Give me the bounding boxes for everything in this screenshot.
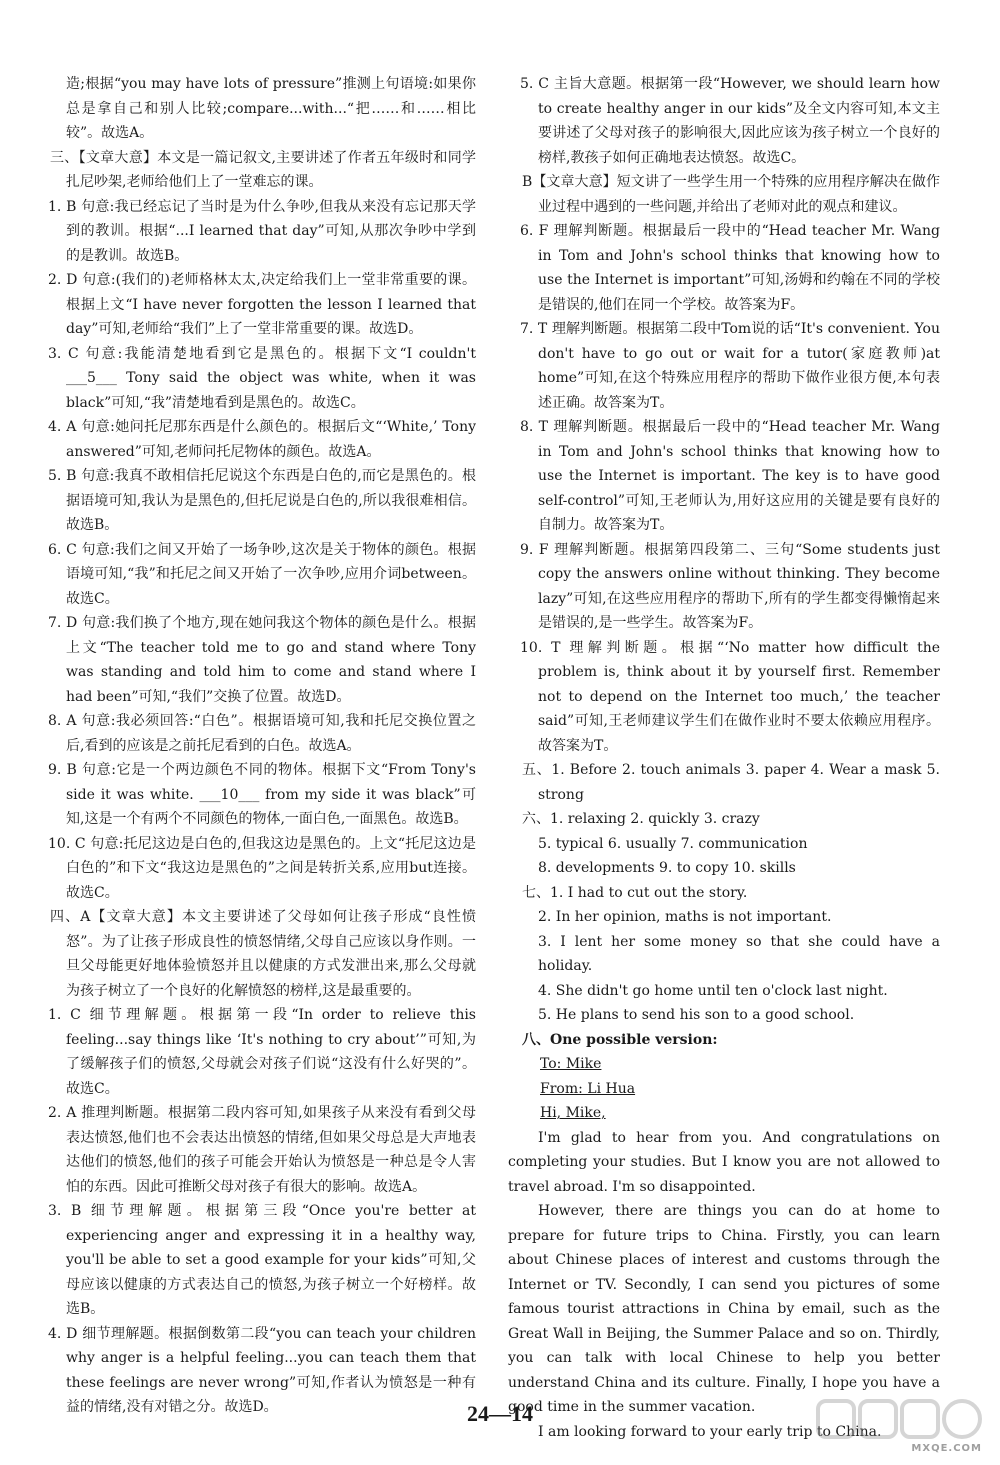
left-paragraph: 三、【文章大意】本文是一篇记叙文,主要讲述了作者五年级时和同学扎尼吵架,老师给他们上了一堂难忘的课。 [50, 149, 476, 190]
left-paragraph: 4. D 细节理解题。根据倒数第二段“you can teach your children why anger is a helpful feeling...you can teach them that these feelings are never wrong”可知,作者认为愤怒是一种有益的情绪,没有对错之分。故选D。 [48, 1325, 476, 1415]
left-paragraph: 1. B 句意:我已经忘记了当时是为什么争吵,但我从来没有忘记那天学到的教训。根据“...I learned that day”可知,从那次争吵中学到的是教训。故选B。 [48, 198, 476, 264]
right-paragraph: 6. F 理解判断题。根据最后一段中的“Head teacher Mr. Wang in Tom and John's school thinks that knowing how to use the Internet is important”可知,汤姆和约翰在不同的学校是错误的,他们在同一个学校。故答案为F。 [520, 223, 940, 313]
left-paragraph: 3. B 细节理解题。根据第三段“Once you're better at experiencing anger and expressing it in a healthy way, you'll be able to set a good example for your kids”可知,父母应该以健康的方式表达自己的愤怒,为孩子树立一个好榜样。故选B。 [48, 1203, 476, 1317]
right-paragraph: 六、1. relaxing 2. quickly 3. crazy [522, 811, 760, 827]
left-paragraph: 3. C 句意:我能清楚地看到它是黑色的。根据下文“I couldn't ___5___ Tony said the object was white, when it was black”可知,“我”清楚地看到是黑色的。故选C。 [48, 345, 476, 411]
left-paragraph: 9. B 句意:它是一个两边颜色不同的物体。根据下文“From Tony's side it was white. ___10___ from my side it was black”可知,这是一个有两个不同颜色的物体,一面白色,一面黑色。故选B。 [48, 762, 476, 827]
left-column [36, 72, 476, 1420]
right-paragraph: 3. I lent her some money so that she could have a holiday. [538, 933, 940, 974]
right-paragraph: 八、One possible version: [522, 1031, 718, 1048]
text-line: To: Mike [540, 1056, 602, 1072]
text-line: From: Li Hua [540, 1080, 636, 1097]
right-paragraph: 8. developments 9. to copy 10. skills [538, 860, 796, 876]
right-paragraph: 4. She didn't go home until ten o'clock last night. [538, 982, 888, 999]
right-paragraph: 9. F 理解判断题。根据第四段第二、三句“Some students just copy the answers online without thinking. They become lazy”可知,在这些应用程序的帮助下,所有的学生都变得懒惰起来是错误的,是一些学生。故答案为F。 [520, 541, 940, 631]
right-paragraph: 8. T 理解判断题。根据最后一段中的“Head teacher Mr. Wang in Tom and John's school thinks that knowing how to use the Internet is important. The key is to have good self-control”可知,王老师认为,用好这应用的关键是要有良好的自制力。故答案为T。 [520, 419, 940, 533]
left-paragraph: 7. D 句意:我们换了个地方,现在她问我这个物体的颜色是什么。根据上文“The teacher told me to go and stand where Tony was standing and told him to come and stand where I had been”可知,“我们”交换了位置。故选D。 [48, 615, 476, 705]
right-paragraph: 10. T 理解判断题。根据“‘No matter how difficult the problem is, think about it by yourself first. Remember not to depend on the Internet too much,’ the teacher said”可知,王老师建议学生们在做作业时不要太依赖应用程序。故答案为T。 [520, 639, 940, 754]
left-paragraph: 5. B 句意:我真不敢相信托尼说这个东西是白色的,而它是黑色的。根据语境可知,我认为是黑色的,但托尼说是白色的,所以我很难相信。故选B。 [48, 468, 476, 533]
right-paragraph: I am looking forward to your early trip to China. [538, 1423, 882, 1440]
right-paragraph [508, 1101, 940, 1126]
left-paragraph: 2. D 句意:(我们的)老师格林太太,决定给我们上一堂非常重要的课。根据上文“I have never forgotten the lesson I learned that day”可知,老师给“我们”上了一堂非常重要的课。故选D。 [48, 272, 476, 337]
right-paragraph: 5. typical 6. usually 7. communication [538, 835, 808, 852]
left-paragraph: 造;根据“you may have lots of pressure”推测上句语境:如果你总是拿自己和别人比较;compare...with...“把……和……相比较”。故选A。 [66, 76, 476, 141]
left-paragraph: 1. C 细节理解题。根据第一段“In order to relieve this feeling...say things like ‘It's nothing to cry about’”可知,为了缓解孩子们的愤怒,父母就会对孩子们说“这没有什么好哭的”。故选C。 [48, 1007, 476, 1097]
left-paragraph: 2. A 推理判断题。根据第二段内容可知,如果孩子从来没有看到父母表达愤怒,他们也不会表达出愤怒的情绪,但如果父母总是大声地表达他们的愤怒,他们的孩子可能会开始认为愤怒是一种总是令人害怕的东西。因此可推断父母对孩子有很大的影响。故选A。 [48, 1105, 476, 1195]
right-paragraph: 五、1. Before 2. touch animals 3. paper 4. Wear a mask 5. strong [522, 762, 940, 803]
right-paragraph: 七、1. I had to cut out the story. [522, 884, 748, 901]
right-paragraph: B【文章大意】短文讲了一些学生用一个特殊的应用程序解决在做作业过程中遇到的一些问题,并给出了老师对此的观点和建议。 [522, 174, 940, 215]
right-paragraph: However, there are things you can do at home to prepare for future trips to China. Firstly, you can learn about Chinese places of interest and customs through the Internet or TV. Secondly, I can send you pictures of some famous tourist attractions in China by email, such as the Great Wall in Beijing, the Summer Palace and so on. Thirdly, you can talk with local Chinese to help you better understand China and its culture. Finally, I hope you have a good time in the summer vacation. [508, 1203, 940, 1415]
right-paragraph: 7. T 理解判断题。根据第二段中Tom说的话“It's convenient. You don't have to go out or wait for a tutor(家庭教师)at home”可知,在这个特殊应用程序的帮助下做作业很方便,本句表述正确。故答案为T。 [520, 321, 940, 411]
watermark-text: MXQE.COM [911, 1442, 982, 1454]
left-paragraph: 6. C 句意:我们之间又开始了一场争吵,这次是关于物体的颜色。根据语境可知,“我”和托尼之间又开始了一次争吵,应用介词between。故选C。 [48, 541, 476, 607]
right-paragraph [508, 1077, 940, 1102]
left-paragraph: 10. C 句意:托尼这边是白色的,但我这边是黑色的。上文“托尼这边是白色的”和下文“我这边是黑色的”之间是转折关系,应用but连接。故选C。 [48, 835, 476, 901]
right-paragraph: I'm glad to hear from you. And congratulations on completing your studies. But I know you are not allowed to travel abroad. I'm so disappointed. [508, 1129, 940, 1195]
right-paragraph: 5. He plans to send his son to a good school. [538, 1007, 855, 1023]
right-paragraph: 2. In her opinion, maths is not important. [538, 909, 832, 925]
right-paragraph: 5. C 主旨大意题。根据第一段“However, we should learn how to create healthy anger in our kids”及全文内容可知,本文主要讲述了父母对孩子的影响很大,因此应该为孩子树立一个良好的榜样,教孩子如何正确地表达愤怒。故选C。 [520, 76, 940, 166]
page-number: 24—14 [467, 1401, 533, 1426]
right-paragraph [508, 1052, 940, 1077]
left-paragraph: 四、A【文章大意】本文主要讲述了父母如何让孩子形成“良性愤怒”。为了让孩子形成良性的愤怒情绪,父母自己应该以身作则。一旦父母能更好地体验愤怒并且以健康的方式发泄出来,那么父母就为孩子树立了一个良好的化解愤怒的榜样,这是最重要的。 [50, 909, 476, 999]
left-paragraph: 8. A 句意:我必须回答:“白色”。根据语境可知,我和托尼交换位置之后,看到的应该是之前托尼看到的白色。故选A。 [48, 713, 476, 754]
text-line: Hi, Mike, [540, 1105, 606, 1121]
left-paragraph: 4. A 句意:她问托尼那东西是什么颜色的。根据后文“‘White,’ Tony answered”可知,老师问托尼物体的颜色。故选A。 [48, 419, 476, 460]
right-column [508, 72, 940, 1444]
